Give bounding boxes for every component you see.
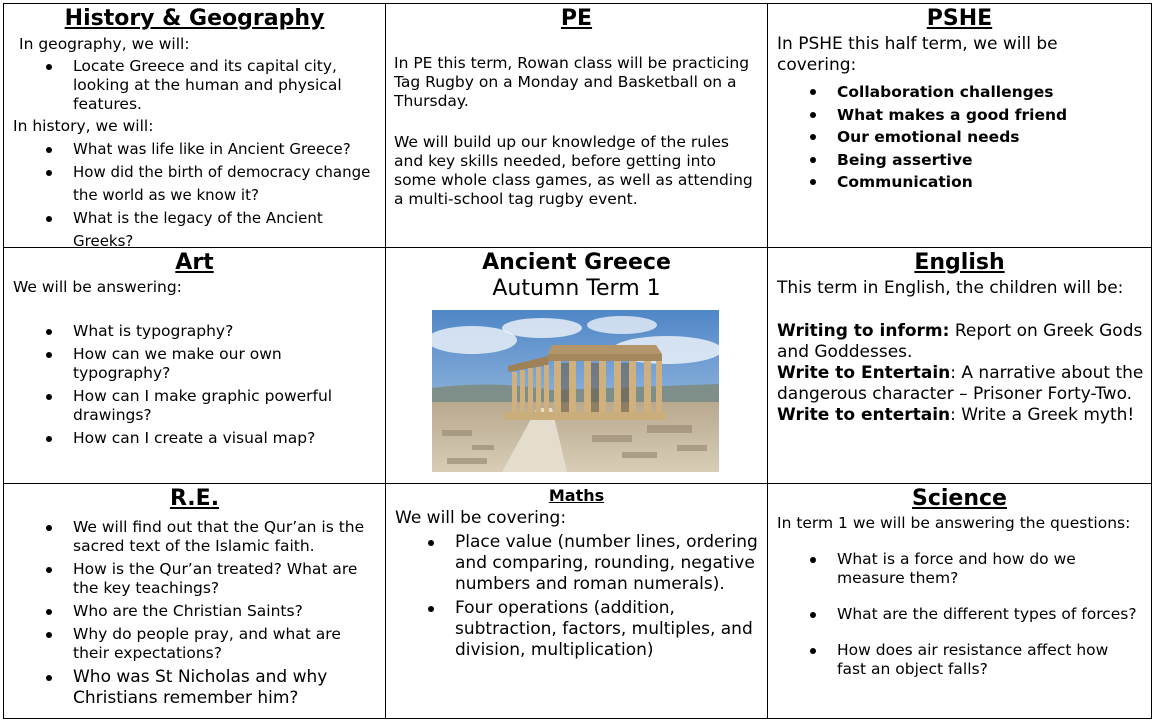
maths-title: Maths	[548, 486, 605, 505]
art-intro: We will be answering:	[13, 278, 182, 296]
pshe-list	[837, 81, 1137, 194]
english-line: Write to Entertain: A narrative about the dangerous character – Prisoner Forty-Two.	[777, 363, 1144, 404]
science-list	[837, 550, 1142, 679]
list-item: What makes a good friend	[837, 104, 1137, 127]
geography-intro: In geography, we will:	[19, 35, 190, 53]
pshe-intro: In PSHE this half term, we will be covering:	[777, 34, 1058, 75]
english-lines	[777, 321, 1145, 426]
list-item: How can I create a visual map?	[73, 429, 353, 448]
english-line: Write to entertain: Write a Greek myth!	[777, 405, 1135, 425]
pe-title: PE	[560, 6, 593, 31]
science-intro: In term 1 we will be answering the questions:	[777, 514, 1131, 532]
list-item: Locate Greece and its capital city, looking at the human and physical features.	[73, 57, 353, 114]
maths-intro: We will be covering:	[395, 508, 567, 528]
re-title: R.E.	[169, 486, 220, 511]
list-item: Communication	[837, 171, 1137, 194]
pe-paragraph-2: We will build up our knowledge of the rules and key skills needed, before getting into some whole class games, as well as attending a multi-school tag rugby event.	[394, 133, 753, 208]
list-item: What is the legacy of the Ancient Greeks?	[73, 207, 378, 253]
parthenon-photo	[432, 310, 719, 472]
term-subtitle: Autumn Term 1	[492, 276, 661, 301]
list-item: What are the different types of forces?	[837, 605, 1142, 624]
list-item: We will find out that the Qur’an is the sacred text of the Islamic faith.	[73, 518, 378, 556]
list-item: How can we make our own typography?	[73, 345, 353, 383]
list-item: Our emotional needs	[837, 126, 1137, 149]
pe-cell	[386, 4, 768, 248]
re-list	[73, 518, 378, 709]
ancient-greece-cell	[386, 248, 768, 484]
re-cell	[4, 484, 386, 719]
art-cell	[4, 248, 386, 484]
list-item: What is typography?	[73, 322, 353, 341]
list-item: Why do people pray, and what are their expectations?	[73, 625, 378, 663]
geography-list	[73, 57, 353, 114]
pe-paragraph-1: In PE this term, Rowan class will be practicing Tag Rugby on a Monday and Basketball on a Thursday.	[394, 54, 750, 110]
list-item: How is the Qur’an treated? What are the key teachings?	[73, 560, 378, 598]
pshe-cell	[768, 4, 1152, 248]
list-item: Four operations (addition, subtraction, factors, multiples, and division, multiplication)	[455, 598, 760, 661]
list-item: What was life like in Ancient Greece?	[73, 138, 378, 161]
science-title: Science	[912, 486, 1007, 511]
list-item: Collaboration challenges	[837, 81, 1137, 104]
topic-title: Ancient Greece	[482, 250, 671, 275]
list-item: How does air resistance affect how fast an object falls?	[837, 641, 1142, 679]
history-geography-cell	[4, 4, 386, 248]
list-item: How did the birth of democracy change the world as we know it?	[73, 161, 378, 207]
history-list	[73, 138, 378, 253]
english-line: Writing to inform: Report on Greek Gods and Goddesses.	[777, 321, 1143, 362]
english-cell	[768, 248, 1152, 484]
history-geography-title: History & Geography	[64, 6, 325, 31]
english-intro: This term in English, the children will be:	[777, 278, 1124, 298]
list-item: What is a force and how do we measure them?	[837, 550, 1142, 588]
pshe-title: PSHE	[926, 6, 993, 31]
list-item: Who are the Christian Saints?	[73, 602, 378, 621]
maths-list	[455, 532, 760, 661]
maths-cell	[386, 484, 768, 719]
list-item: Being assertive	[837, 149, 1137, 172]
science-cell	[768, 484, 1152, 719]
topic-web-grid	[3, 3, 1152, 719]
art-title: Art	[175, 250, 214, 275]
history-intro: In history, we will:	[13, 117, 154, 135]
list-item: How can I make graphic powerful drawings?	[73, 387, 353, 425]
art-list	[73, 322, 353, 448]
list-item: Place value (number lines, ordering and comparing, rounding, negative numbers and roman numerals).	[455, 532, 760, 595]
list-item: Who was St Nicholas and why Christians remember him?	[73, 667, 378, 709]
english-title: English	[914, 250, 1005, 275]
